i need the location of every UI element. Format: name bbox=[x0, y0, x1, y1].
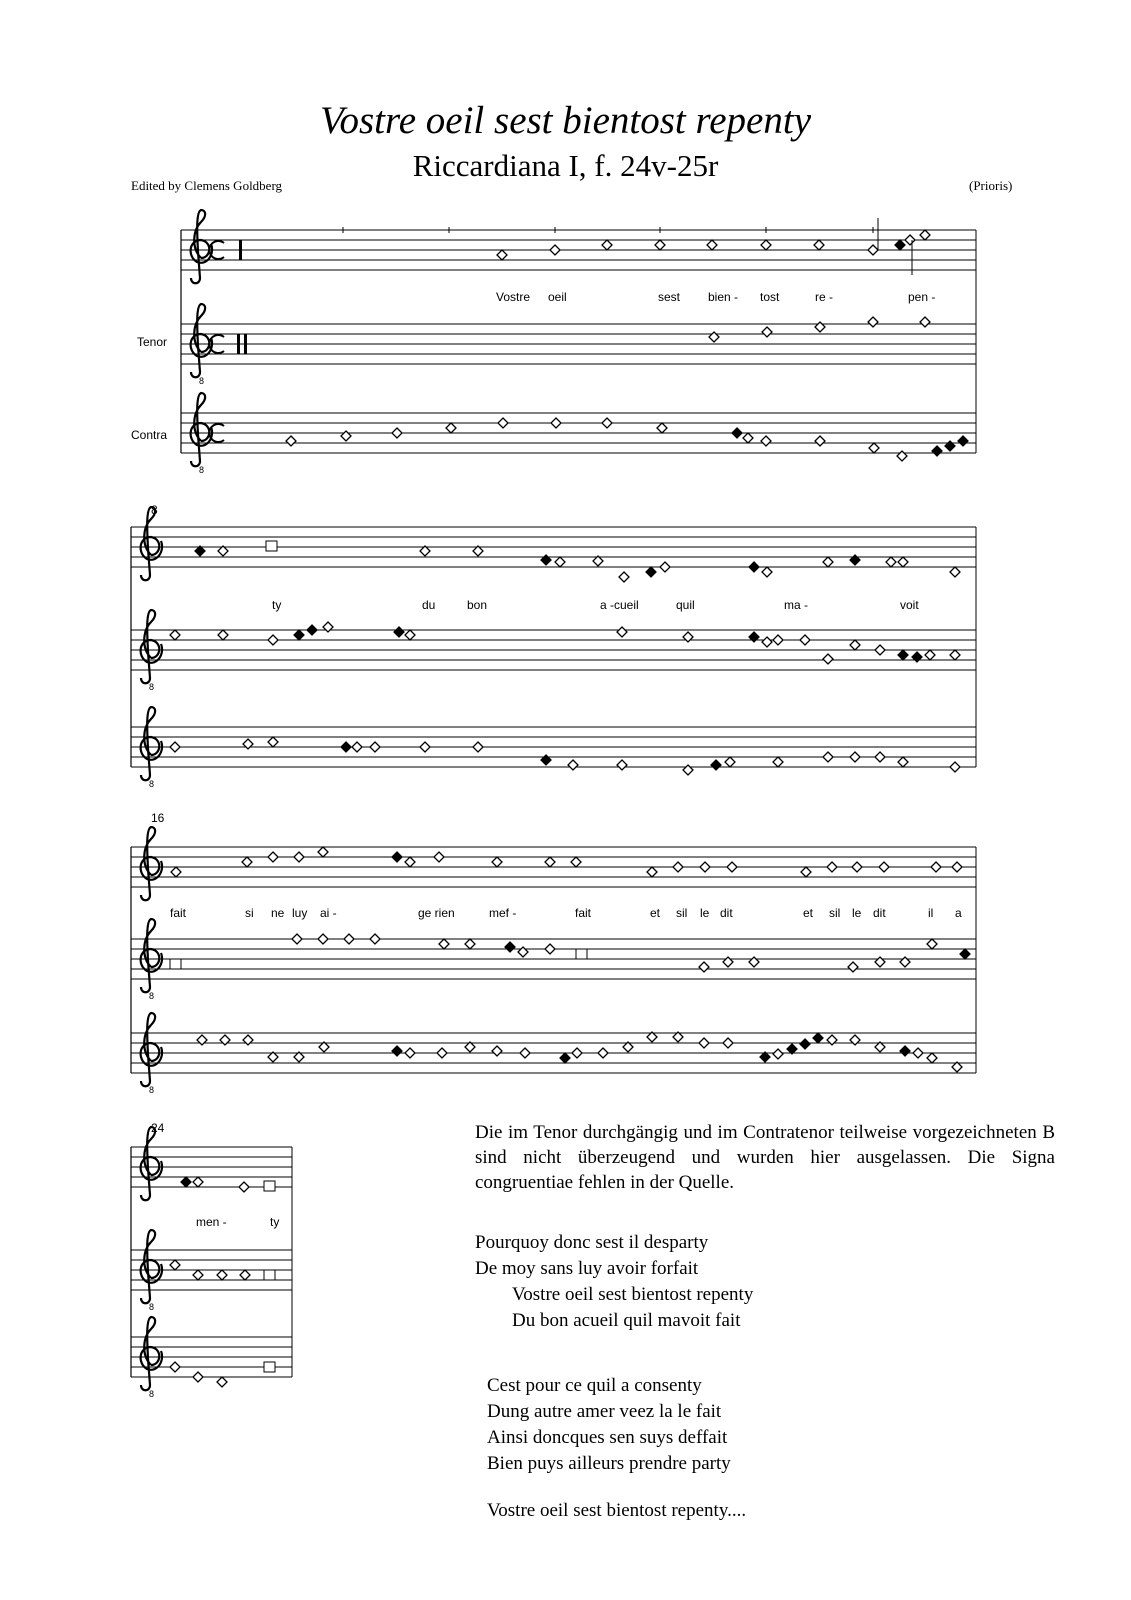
svg-text:8: 8 bbox=[149, 1302, 155, 1312]
verse-line: Dung autre amer veez la le fait bbox=[487, 1401, 722, 1422]
stanza-2 bbox=[487, 1373, 731, 1477]
lyric: oeil bbox=[548, 290, 567, 304]
svg-text:8: 8 bbox=[149, 779, 155, 789]
svg-text:8: 8 bbox=[199, 376, 205, 386]
voice-label-tenor: Tenor bbox=[137, 335, 168, 349]
verse-line: Vostre oeil sest bientost repenty bbox=[512, 1284, 754, 1305]
composer-attribution: (Prioris) bbox=[969, 178, 1013, 193]
verse-line: De moy sans luy avoir forfait bbox=[475, 1258, 699, 1279]
verse-line: Bien puys ailleurs prendre party bbox=[487, 1453, 731, 1474]
lyric: sest bbox=[658, 290, 681, 304]
svg-text:8: 8 bbox=[149, 1085, 155, 1095]
lyric: a bbox=[955, 906, 962, 920]
lyric: ty bbox=[270, 1215, 280, 1229]
lyric: ma - bbox=[784, 598, 808, 612]
lyric: fait bbox=[170, 906, 187, 920]
lyric: ai - bbox=[320, 906, 337, 920]
source-subtitle: Riccardiana I, f. 24v-25r bbox=[412, 148, 719, 183]
lyric: fait bbox=[575, 906, 592, 920]
lyric: ne bbox=[271, 906, 285, 920]
svg-text:8: 8 bbox=[199, 465, 205, 475]
lyric: dit bbox=[873, 906, 886, 920]
lyric: voit bbox=[900, 598, 919, 612]
lyric: Vostre bbox=[496, 290, 531, 304]
lyric: ge rien bbox=[418, 906, 455, 920]
verse-line: Du bon acueil quil mavoit fait bbox=[512, 1310, 741, 1331]
editor-credit: Edited by Clemens Goldberg bbox=[131, 178, 283, 193]
verse-line: Cest pour ce quil a consenty bbox=[487, 1375, 702, 1396]
lyric: men - bbox=[196, 1215, 227, 1229]
refrain-line: Vostre oeil sest bientost repenty.... bbox=[487, 1500, 747, 1521]
lyric: le bbox=[700, 906, 710, 920]
lyric: mef - bbox=[489, 906, 517, 920]
measure-number: 8 bbox=[151, 503, 158, 517]
lyric: et bbox=[650, 906, 661, 920]
lyric: le bbox=[852, 906, 862, 920]
lyric: du bbox=[422, 598, 436, 612]
lyric: bien - bbox=[708, 290, 739, 304]
lyric: si bbox=[245, 906, 254, 920]
editorial-note: Die im Tenor durchgängig und im Contratenor teilweise vorgezeichneten B sind nicht überzeugend und wurden hier ausgelassen. Die Signa congruentiae fehlen in der Quelle. bbox=[475, 1122, 1055, 1193]
system-1 bbox=[181, 210, 976, 475]
system-4 bbox=[131, 1127, 292, 1399]
stanza-1 bbox=[475, 1230, 753, 1334]
svg-text:8: 8 bbox=[149, 1389, 155, 1399]
lyric: pen - bbox=[908, 290, 936, 304]
staff-1-tenor bbox=[181, 324, 976, 364]
measure-number: 16 bbox=[151, 811, 165, 825]
system-2 bbox=[131, 507, 976, 789]
lyric: tost bbox=[760, 290, 780, 304]
lyric: sil bbox=[829, 906, 841, 920]
verse-line: Pourquoy donc sest il desparty bbox=[475, 1232, 709, 1253]
lyric: il bbox=[928, 906, 934, 920]
system-3 bbox=[131, 827, 976, 1095]
lyric: luy bbox=[292, 906, 308, 920]
svg-text:8: 8 bbox=[149, 991, 155, 1001]
lyric: et bbox=[803, 906, 814, 920]
lyric: re - bbox=[815, 290, 833, 304]
staff-1-soprano bbox=[181, 230, 976, 270]
lyric: bon bbox=[467, 598, 488, 612]
lyric: sil bbox=[676, 906, 688, 920]
lyric: a -cueil bbox=[600, 598, 639, 612]
lyric: quil bbox=[676, 598, 695, 612]
staff-1-contra bbox=[181, 413, 976, 453]
measure-number: 24 bbox=[151, 1121, 165, 1135]
svg-text:8: 8 bbox=[149, 682, 155, 692]
page-title: Vostre oeil sest bientost repenty bbox=[319, 99, 812, 142]
lyric: dit bbox=[720, 906, 733, 920]
verse-line: Ainsi doncques sen suys deffait bbox=[487, 1427, 728, 1448]
lyric: ty bbox=[272, 598, 282, 612]
voice-label-contra: Contra bbox=[131, 428, 168, 442]
